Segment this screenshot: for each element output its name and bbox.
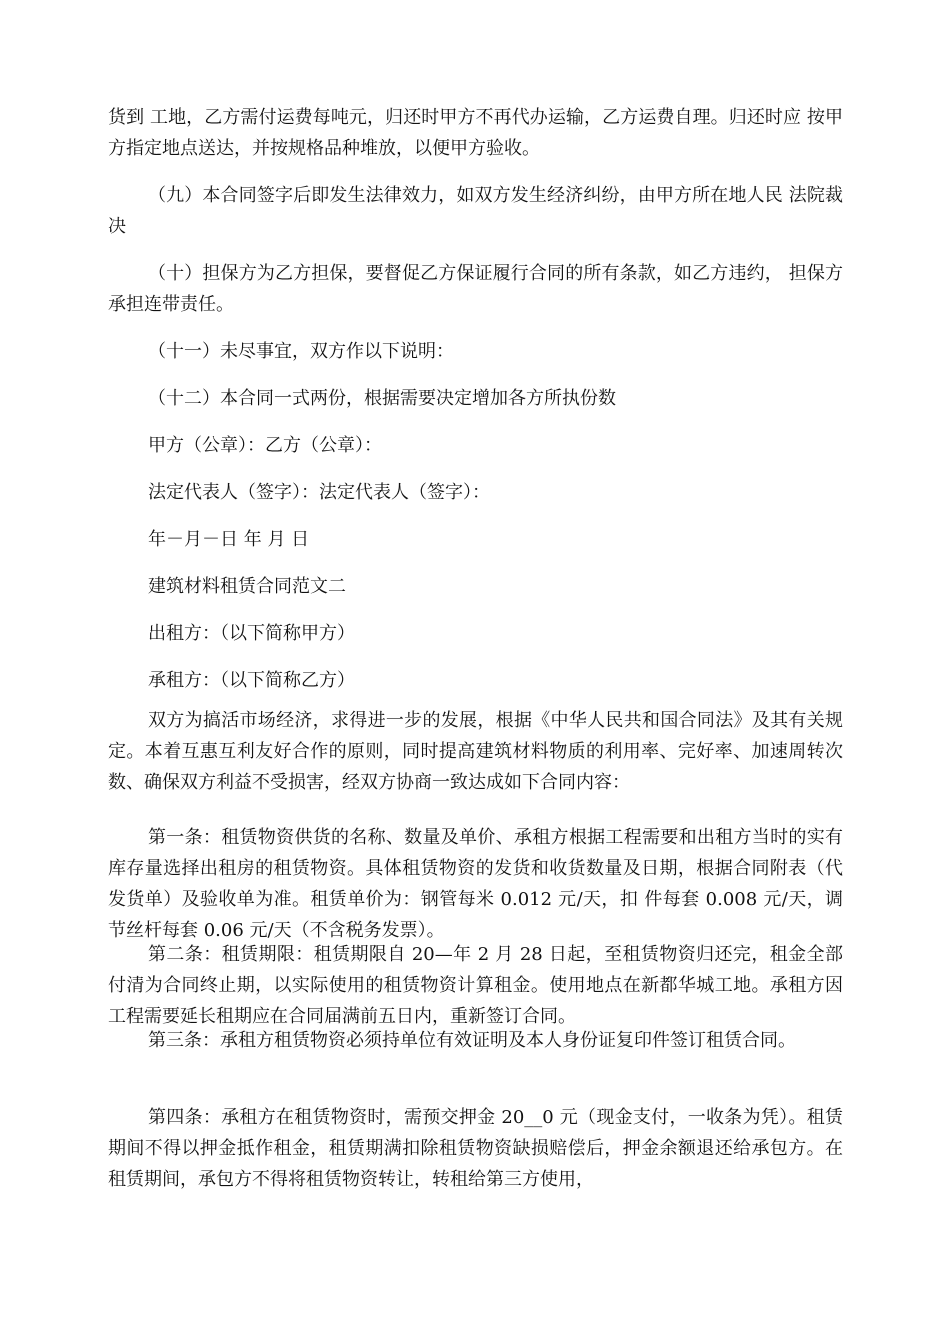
paragraph-article-3: 第三条：承租方租赁物资必须持单位有效证明及本人身份证复印件签订租赁合同。 <box>148 1030 796 1051</box>
paragraph-article-2: 第二条：租赁期限：租赁期限自 20—年 2 月 28 日起，至租赁物资归还完，租金全部付清为合同终止期，以实际使用的租赁物资计算租金。使用地点在新都华城工地。承租方因工程需要延长租期应在合同届满前五日内，重新签订合同。 <box>108 944 843 1027</box>
paragraph-delivery-terms: 货到 工地，乙方需付运费每吨元，归还时甲方不再代办运输，乙方运费自理。归还时应 按甲方指定地点送达，并按规格品种堆放，以便甲方验收。 <box>108 107 843 159</box>
signature-seal-line: 甲方（公章）：乙方（公章）： <box>148 435 382 456</box>
paragraph-clause-10: （十）担保方为乙方担保，要督促乙方保证履行合同的所有条款，如乙方违约， 担保方承担连带责任。 <box>108 263 843 315</box>
lessor-line: 出租方：（以下简称甲方） <box>148 623 355 644</box>
paragraph-article-4: 第四条：承租方在租赁物资时，需预交押金 20__0 元（现金支付，一收条为凭）。租赁期间不得以押金抵作租金，租赁期满扣除租赁物资缺损赔偿后，押金余额退还给承包方。在租赁期间，承包方不得将租赁物资转让，转租给第三方使用， <box>108 1107 843 1190</box>
paragraph-preamble: 双方为搞活市场经济，求得进一步的发展，根据《中华人民共和国合同法》及其有关规定。本着互惠互利友好合作的原则，同时提高建筑材料物质的利用率、完好率、加速周转次数、确保双方利益不受损害，经双方协商一致达成如下合同内容： <box>108 710 843 793</box>
date-line: 年－月－日 年 月 日 <box>148 529 310 550</box>
signature-representative-line: 法定代表人（签字）：法定代表人（签字）： <box>148 482 490 503</box>
paragraph-article-1: 第一条：租赁物资供货的名称、数量及单价、承租方根据工程需要和出租方当时的实有库存量选择出租房的租赁物资。具体租赁物资的发货和收货数量及日期，根据合同附表（代发货单）及验收单为准。租赁单价为：钢管每米 0.012 元/天，扣 件每套 0.008 元/天，调节丝杆每套 0.06 元/天（不含税务发票）。 <box>108 827 843 941</box>
lessee-line: 承租方：（以下简称乙方） <box>148 670 355 691</box>
paragraph-clause-9: （九）本合同签字后即发生法律效力，如双方发生经济纠纷，由甲方所在地人民 法院裁决 <box>108 185 843 237</box>
section-title: 建筑材料租赁合同范文二 <box>148 576 346 597</box>
paragraph-clause-11: （十一）未尽事宜，双方作以下说明： <box>148 341 454 362</box>
paragraph-clause-12: （十二）本合同一式两份，根据需要决定增加各方所执份数 <box>148 388 616 409</box>
